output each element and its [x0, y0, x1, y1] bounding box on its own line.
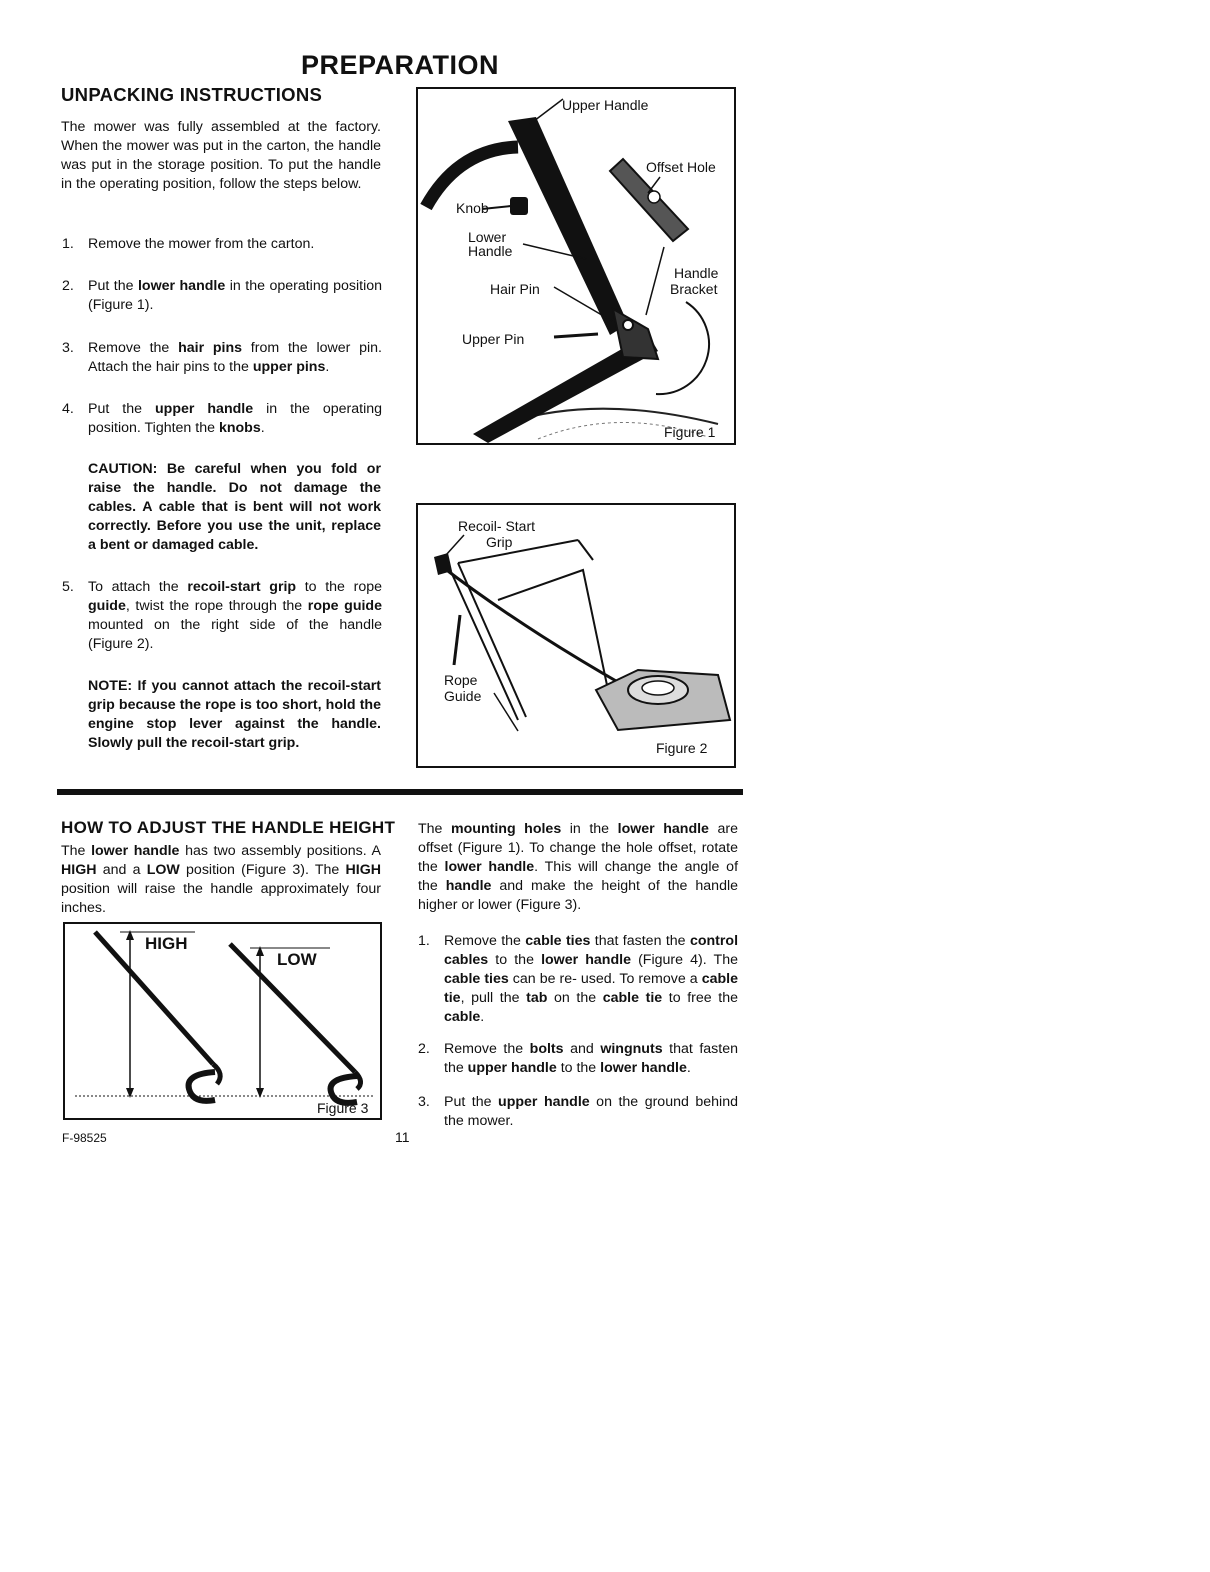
adjust-step-2 [418, 1040, 738, 1078]
document-code: F-98525 [62, 1131, 107, 1145]
step-number: 2. [62, 278, 74, 294]
text-run: Put the [88, 278, 138, 294]
text-run: . [686, 1060, 691, 1076]
step-text [88, 400, 382, 438]
text-run: on the [547, 990, 603, 1006]
text-run: in the [561, 821, 618, 837]
text-run: . [480, 1009, 485, 1025]
label-rope-guide-line2: Guide [444, 688, 482, 704]
bold-term: upper pins [252, 359, 326, 375]
text-run: , twist the rope through the [125, 598, 308, 614]
step-number: 1. [62, 236, 74, 252]
figure-3-drawing [65, 924, 380, 1118]
label-handle-bracket-line1: Handle [674, 265, 719, 281]
text-run: Remove the [444, 1041, 530, 1057]
step-number: 4. [62, 401, 74, 417]
unpack-step-2 [62, 277, 382, 315]
label-upper-pin: Upper Pin [462, 331, 525, 347]
note-text: NOTE: If you cannot attach the recoil-start grip because the rope is too short, hold the engine stop lever against the handle. Slowly pull the recoil-start grip. [88, 678, 381, 751]
label-hair-pin: Hair Pin [490, 281, 540, 297]
bold-term: wingnuts [600, 1041, 663, 1057]
label-rope-guide-line1: Rope [444, 672, 478, 688]
label-lower-handle-line2: Handle [468, 243, 513, 259]
text-run: . [260, 420, 265, 436]
step-text [88, 277, 382, 315]
figure-1-caption: Figure 1 [664, 424, 716, 440]
bold-term: cable [444, 1009, 481, 1025]
text-run: mounted on the right side of the handle (Figure 2). [88, 617, 382, 652]
caution-text: CAUTION: Be careful when you fold or raise the handle. Do not damage the cables. A cable that is bent will not work correctly. Before you use the unit, replace a bent or damaged cable. [88, 461, 381, 553]
text-run: in the operating position. Tighten the [88, 401, 383, 436]
label-recoil-start-line2: Grip [486, 534, 513, 550]
step-text [88, 339, 382, 377]
step-text [88, 235, 382, 254]
text-run: position will raise the handle approximately four inches. [61, 881, 381, 916]
text-run: has two assembly positions. A [179, 843, 382, 859]
section-divider [57, 789, 743, 795]
label-high: HIGH [145, 934, 188, 953]
text-run: can be re- used. To remove a [508, 971, 702, 987]
label-low: LOW [277, 950, 317, 969]
unpack-step-4 [62, 400, 382, 438]
bold-term: lower handle [617, 821, 709, 837]
bold-term: cable tie [444, 971, 738, 1006]
page-number: 11 [395, 1129, 410, 1145]
bold-term: tab [526, 990, 548, 1006]
text-run: , pull the [460, 990, 527, 1006]
unpack-step-5 [62, 578, 382, 654]
bold-term: control cables [444, 933, 739, 968]
text-run: are offset (Figure 1). To change the hole offset, rotate the [418, 821, 739, 875]
step-number: 2. [418, 1041, 430, 1057]
unpacking-intro: The mower was fully assembled at the factory. When the mower was put in the carton, the handle was put in the storage position. To put the handle in the operating position, follow the steps below. [61, 119, 381, 192]
text-run: Remove the [444, 933, 526, 949]
bold-term: lower handle [600, 1060, 687, 1076]
bold-term: guide [88, 598, 126, 614]
bold-term: cable ties [525, 933, 591, 949]
bold-term: upper handle [498, 1094, 590, 1110]
figure-1 [416, 87, 736, 445]
text-run: on the ground behind the mower. [444, 1094, 738, 1129]
adjust-intro [61, 842, 381, 918]
text-run: . This will change the angle of the [418, 859, 739, 894]
figure-2-drawing [418, 505, 734, 766]
page-title: PREPARATION [300, 50, 499, 80]
text-run: and make the height of the handle higher or lower (Figure 3). [418, 878, 738, 913]
text-run: to free the [662, 990, 739, 1006]
unpack-step-1 [62, 235, 382, 254]
figure-3 [63, 922, 382, 1120]
label-knob: Knob [456, 200, 489, 216]
bold-term: HIGH [345, 862, 382, 878]
text-run: to the rope [296, 579, 382, 595]
step-number: 3. [418, 1094, 430, 1110]
bold-term: cable tie [602, 990, 663, 1006]
text-run: Remove the [88, 340, 179, 356]
step-text [444, 1040, 738, 1078]
bold-term: mounting holes [451, 821, 562, 837]
text-run: and a [96, 862, 147, 878]
step-number: 5. [62, 579, 74, 595]
bold-term: LOW [146, 862, 180, 878]
bold-term: recoil-start grip [187, 579, 297, 595]
label-upper-handle: Upper Handle [562, 97, 649, 113]
bold-term: bolts [529, 1041, 564, 1057]
text-run: Remove the mower from the carton. [88, 236, 315, 252]
text-run: to the [556, 1060, 601, 1076]
figure-2 [416, 503, 736, 768]
text-run: that fasten the [444, 1041, 739, 1076]
label-handle-bracket-line2: Bracket [670, 281, 718, 297]
bold-term: lower handle [91, 843, 180, 859]
bold-term: handle [445, 878, 492, 894]
bold-term: knobs [218, 420, 261, 436]
bold-term: upper handle [467, 1060, 557, 1076]
adjust-right-intro [418, 820, 738, 915]
step-number: 3. [62, 340, 74, 356]
text-run: to the [488, 952, 542, 968]
text-run: in the operating position (Figure 1). [88, 278, 382, 313]
bold-term: upper handle [155, 401, 254, 417]
label-lower-handle-line1: Lower [468, 229, 507, 245]
text-run: . [325, 359, 330, 375]
text-run: from the lower pin. Attach the hair pins to the [88, 340, 382, 375]
figure-3-caption: Figure 3 [317, 1100, 369, 1116]
text-run: Put the [88, 401, 155, 417]
bold-term: cable ties [444, 971, 509, 987]
text-run: that fasten the [590, 933, 690, 949]
text-run: and [563, 1041, 601, 1057]
label-offset-hole: Offset Hole [646, 159, 716, 175]
text-run: position (Figure 3). The [179, 862, 346, 878]
bold-term: lower handle [541, 952, 631, 968]
bold-term: hair pins [178, 340, 243, 356]
bold-term: rope guide [307, 598, 382, 614]
adjust-step-1 [418, 932, 738, 1027]
text-run: To attach the [88, 579, 188, 595]
text-run: Put the [444, 1094, 499, 1110]
step-text [444, 932, 738, 1027]
text-run: The [61, 843, 92, 859]
figure-2-caption: Figure 2 [656, 740, 708, 756]
text-run: (Figure 4). The [630, 952, 738, 968]
text-run: The [418, 821, 451, 837]
adjust-step-3 [418, 1093, 738, 1131]
bold-term: lower handle [137, 278, 226, 294]
unpacking-heading: UNPACKING INSTRUCTIONS [61, 84, 323, 105]
label-recoil-start-line1: Recoil- Start [458, 518, 536, 534]
bold-term: HIGH [61, 862, 97, 878]
step-number: 1. [418, 933, 430, 949]
step-text [88, 578, 382, 654]
adjust-heading: HOW TO ADJUST THE HANDLE HEIGHT [61, 818, 396, 837]
step-text [444, 1093, 738, 1131]
unpack-step-3 [62, 339, 382, 377]
bold-term: lower handle [444, 859, 535, 875]
